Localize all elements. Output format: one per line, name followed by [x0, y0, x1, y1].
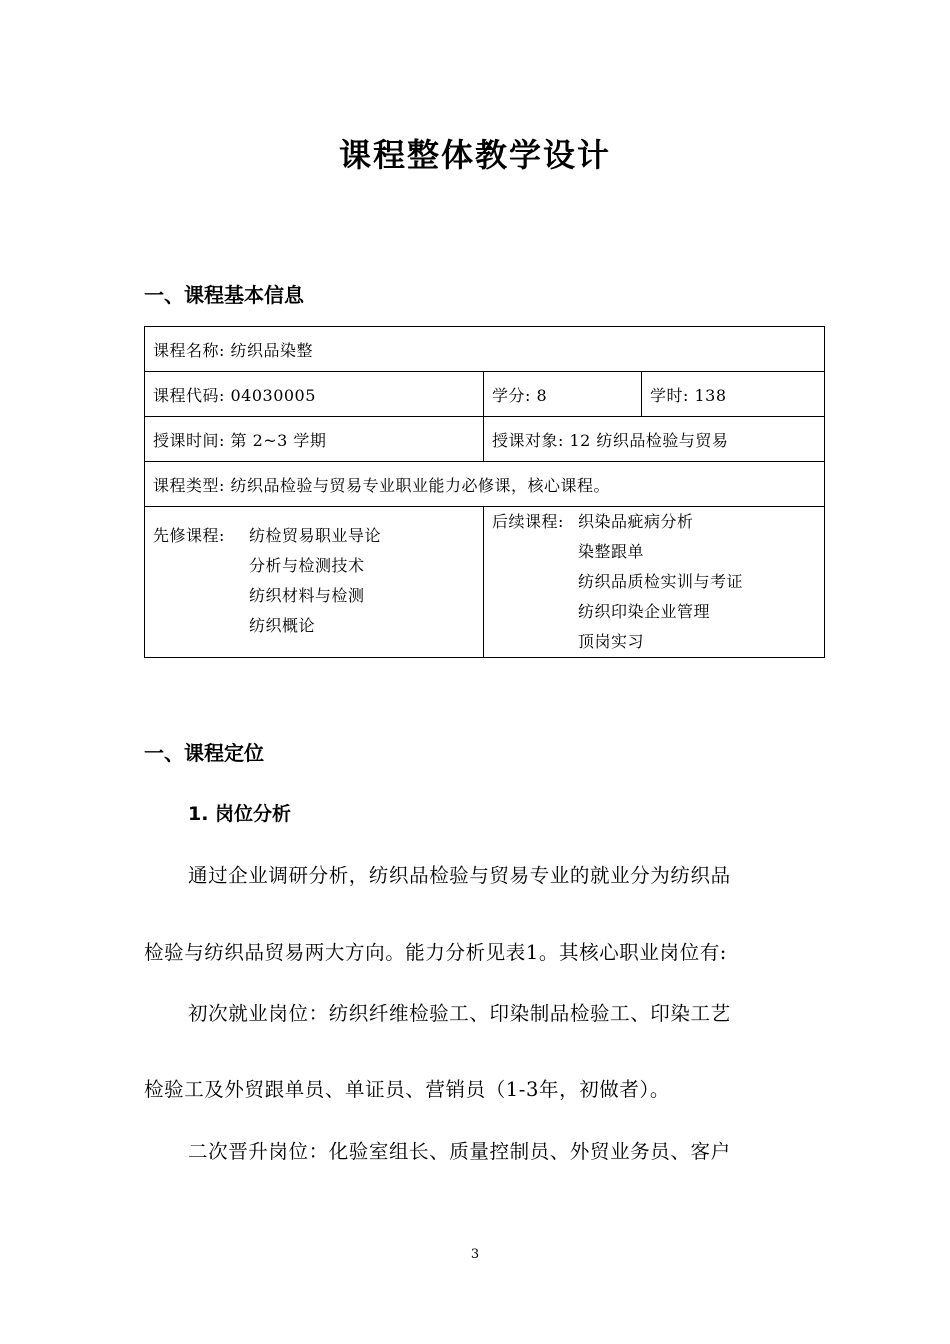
subsection-heading-job-analysis: 1. 岗位分析 — [188, 803, 292, 825]
course-info-table — [144, 326, 825, 658]
page-number: 3 — [470, 1247, 480, 1262]
prerequisite-label: 先修课程: — [153, 526, 225, 545]
paragraph-line: 检验与纺织品贸易两大方向。能力分析见表1。其核心职业岗位有: — [144, 941, 727, 964]
section-heading-positioning: 一、课程定位 — [144, 741, 264, 765]
section-heading-basic-info: 一、课程基本信息 — [144, 283, 304, 307]
course-code-cell: 课程代码: 04030005 — [145, 372, 484, 417]
prerequisite-cell — [145, 507, 484, 658]
course-name-cell: 课程名称: 纺织品染整 — [145, 327, 825, 372]
list-item: 纺织概论 — [249, 616, 316, 635]
paragraph-line: 二次晋升岗位：化验室组长、质量控制员、外贸业务员、客户 — [188, 1140, 731, 1163]
list-item: 分析与检测技术 — [249, 556, 365, 575]
list-item: 纺织材料与检测 — [249, 586, 365, 605]
page-title: 课程整体教学设计 — [338, 136, 611, 174]
list-item: 顶岗实习 — [578, 632, 645, 651]
followup-label: 后续课程: — [492, 512, 564, 531]
paragraph-line: 检验工及外贸跟单员、单证员、营销员（1-3年，初做者）。 — [144, 1078, 670, 1101]
list-item: 纺检贸易职业导论 — [249, 526, 382, 545]
term-cell: 授课时间: 第 2~3 学期 — [145, 417, 484, 462]
followup-cell — [484, 507, 825, 658]
course-type-cell: 课程类型: 纺织品检验与贸易专业职业能力必修课，核心课程。 — [145, 462, 825, 507]
list-item: 纺织品质检实训与考证 — [578, 572, 744, 591]
prerequisite-list — [249, 521, 381, 641]
paragraph-line: 初次就业岗位：纺织纤维检验工、印染制品检验工、印染工艺 — [188, 1002, 731, 1025]
paragraph-line: 通过企业调研分析，纺织品检验与贸易专业的就业分为纺织品 — [188, 864, 731, 887]
followup-list — [578, 507, 743, 657]
credits-cell: 学分: 8 — [484, 372, 642, 417]
list-item: 织染品疵病分析 — [578, 512, 694, 531]
list-item: 染整跟单 — [578, 542, 645, 561]
audience-cell: 授课对象: 12 纺织品检验与贸易 — [484, 417, 825, 462]
list-item: 纺织印染企业管理 — [578, 602, 711, 621]
hours-cell: 学时: 138 — [642, 372, 825, 417]
